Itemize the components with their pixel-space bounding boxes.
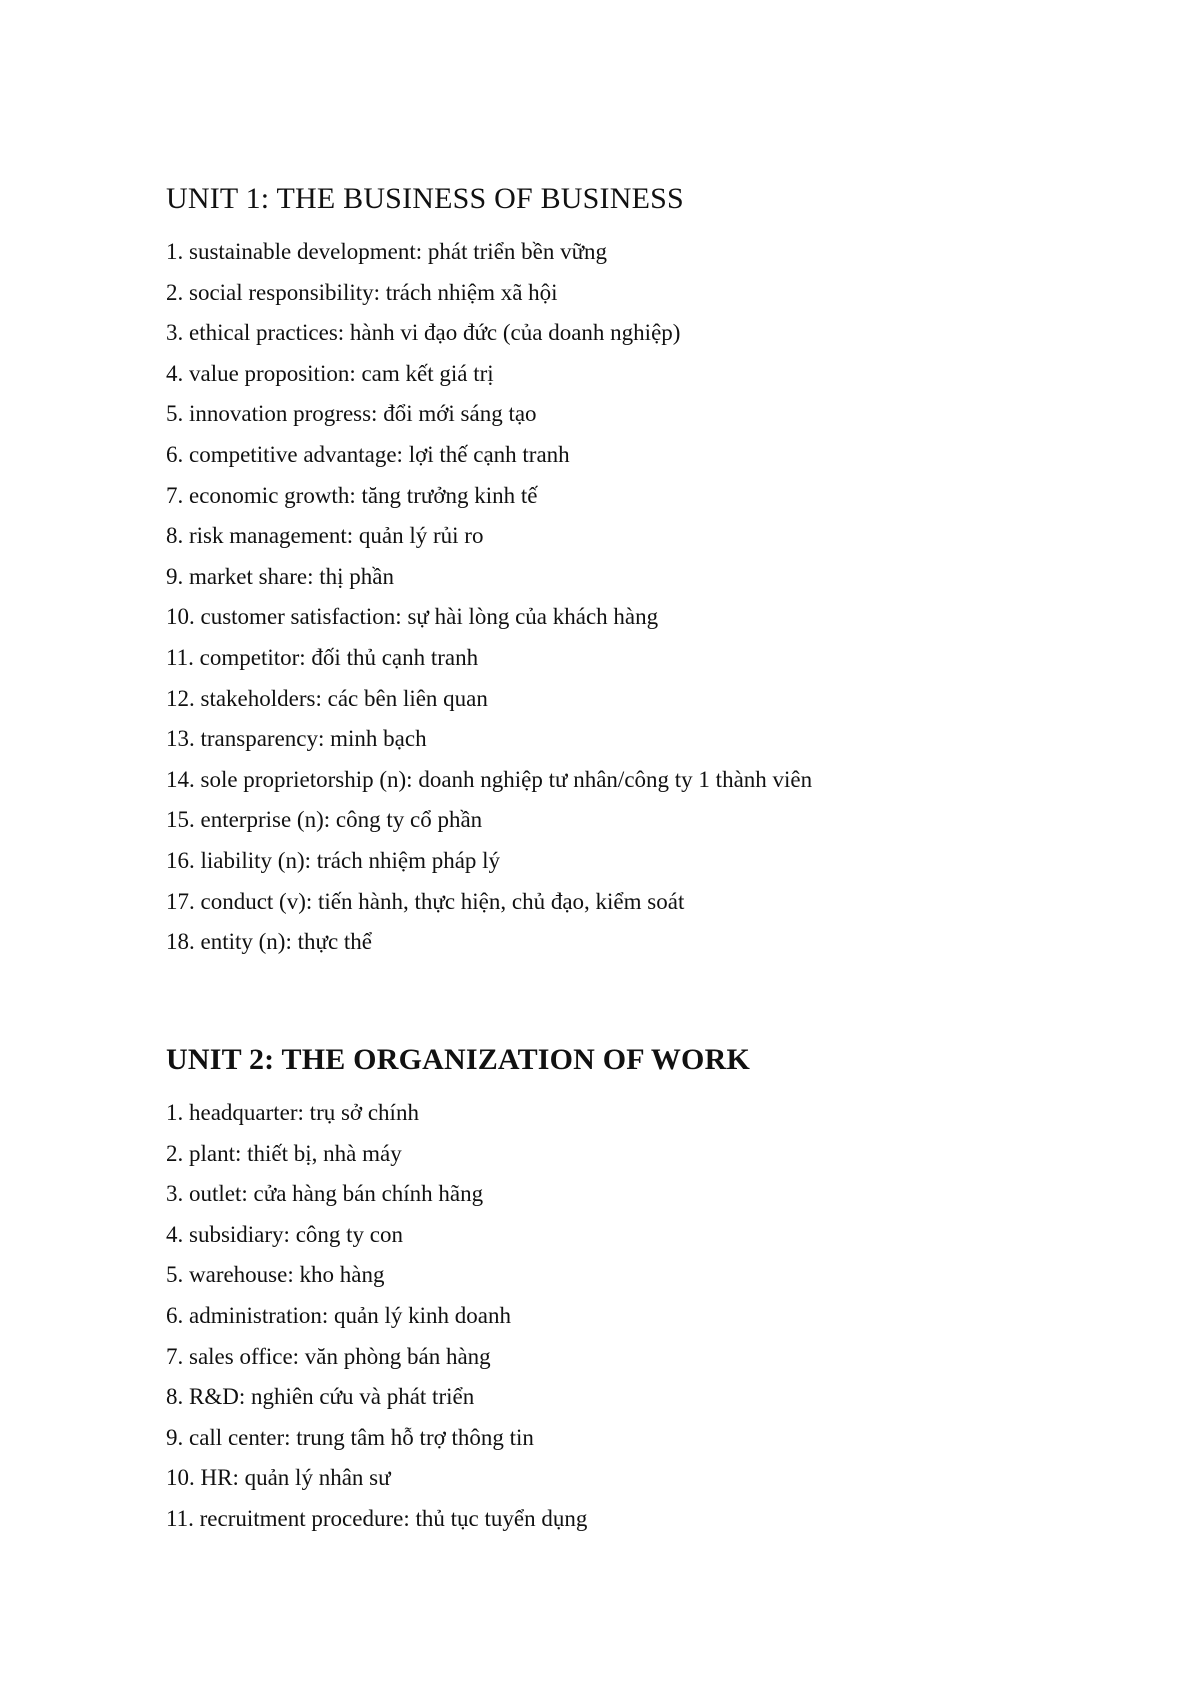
vocab-item: 8. R&D: nghiên cứu và phát triển (166, 1384, 475, 1410)
vocab-item: 16. liability (n): trách nhiệm pháp lý (166, 847, 501, 873)
vocab-item: 10. customer satisfaction: sự hài lòng của khách hàng (166, 604, 659, 630)
vocab-item: 14. sole proprietorship (n): doanh nghiệp tư nhân/công ty 1 thành viên (166, 766, 813, 792)
vocab-item: 9. market share: thị phần (166, 563, 395, 589)
vocab-item: 11. recruitment procedure: thủ tục tuyển dụng (166, 1505, 588, 1531)
vocab-item: 3. ethical practices: hành vi đạo đức (của doanh nghiệp) (166, 320, 681, 346)
vocab-item: 7. economic growth: tăng trưởng kinh tế (166, 482, 538, 508)
vocab-item: 6. competitive advantage: lợi thế cạnh tranh (166, 441, 570, 467)
vocab-item: 5. warehouse: kho hàng (166, 1262, 385, 1288)
vocab-item: 6. administration: quản lý kinh doanh (166, 1302, 511, 1328)
vocab-item: 10. HR: quản lý nhân sư (166, 1465, 391, 1491)
vocab-item: 9. call center: trung tâm hỗ trợ thông tin (166, 1424, 534, 1450)
vocab-item: 1. sustainable development: phát triển bền vững (166, 239, 608, 264)
unit-2-heading: UNIT 2: THE ORGANIZATION OF WORK (166, 1043, 750, 1076)
unit-2-vocabulary-list (166, 1093, 587, 1540)
vocab-item: 13. transparency: minh bạch (166, 726, 427, 752)
vocab-item: 5. innovation progress: đổi mới sáng tạo (166, 401, 537, 427)
vocab-item: 11. competitor: đối thủ cạnh tranh (166, 644, 479, 670)
vocab-item: 17. conduct (v): tiến hành, thực hiện, chủ đạo, kiểm soát (166, 888, 685, 914)
vocab-item: 2. social responsibility: trách nhiệm xã hội (166, 279, 558, 305)
vocab-item: 18. entity (n): thực thể (166, 929, 373, 955)
vocab-item: 8. risk management: quản lý rủi ro (166, 523, 484, 549)
vocab-item: 12. stakeholders: các bên liên quan (166, 685, 488, 711)
vocab-item: 4. value proposition: cam kết giá trị (166, 360, 494, 386)
unit-1-vocabulary-list (166, 232, 812, 963)
unit-1-heading: UNIT 1: THE BUSINESS OF BUSINESS (166, 182, 684, 215)
vocab-item: 15. enterprise (n): công ty cổ phần (166, 807, 483, 833)
vocab-item: 7. sales office: văn phòng bán hàng (166, 1343, 491, 1369)
vocab-item: 2. plant: thiết bị, nhà máy (166, 1140, 402, 1166)
vocab-item: 4. subsidiary: công ty con (166, 1221, 403, 1247)
vocab-item: 1. headquarter: trụ sở chính (166, 1100, 419, 1125)
vocab-item: 3. outlet: cửa hàng bán chính hãng (166, 1181, 484, 1207)
